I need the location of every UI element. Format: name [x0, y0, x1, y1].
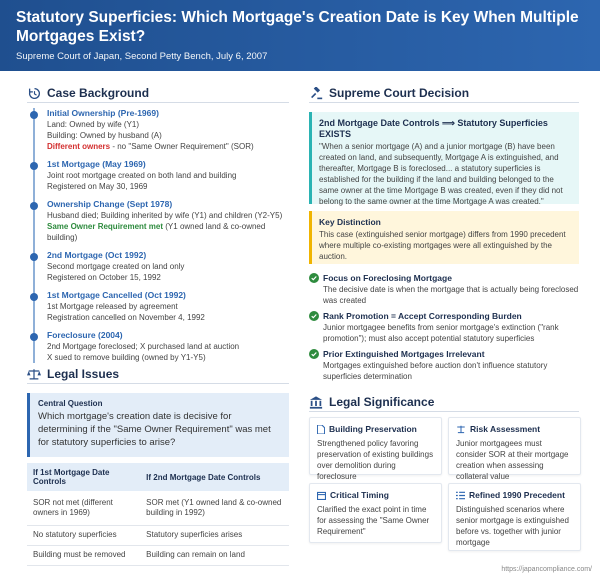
case-background-heading: Case Background [27, 86, 149, 100]
gavel-icon [309, 86, 323, 100]
check-circle-icon [309, 311, 319, 321]
list-item: Prior Extinguished Mortgages Irrelevant Mortgages extinguished before auction don't influence statutory superficies determination [309, 349, 579, 382]
significance-card: Refined 1990 Precedent Distinguished scenarios where senior mortgage is extinguished before vs. together with junior mortgage [448, 483, 581, 551]
calendar-icon [317, 491, 326, 500]
document-icon [317, 425, 325, 434]
divider [27, 102, 289, 103]
check-circle-icon [309, 273, 319, 283]
history-icon [27, 86, 41, 100]
list-item: Rank Promotion = Accept Corresponding Burden Junior mortgagee benefits from senior mortgage's extinction ("rank promotion"); must also accept potential statutory superficies [309, 311, 579, 344]
scale-icon [27, 367, 41, 381]
timeline-item: Ownership Change (Sept 1978) Husband died; Building inherited by wife (Y1) and children (Y2-Y5) Same Owner Requirement met (Y1 owned land & co-owned building) [35, 199, 288, 243]
table-header-row [27, 463, 289, 491]
page-header [0, 0, 600, 71]
institution-icon [309, 395, 323, 409]
decision-heading: Supreme Court Decision [309, 86, 469, 100]
table-row: SOR not met (different owners in 1969) SOR met (Y1 owned land & co-owned building in 1992) [27, 491, 289, 525]
divider [27, 383, 289, 384]
decision-points [309, 273, 579, 387]
column-header: If 1st Mortgage Date Controls [27, 463, 140, 491]
footer-url[interactable]: https://japancompliance.com/ [501, 566, 592, 573]
check-circle-icon [309, 349, 319, 359]
page-title: Statutory Superficies: Which Mortgage's Creation Date is Key When Multiple Mortgages Exist? [16, 9, 579, 45]
significance-card: Building Preservation Strengthened policy favoring preservation of existing buildings over demolition during foreclosure [309, 417, 442, 475]
divider [309, 411, 579, 412]
scale-icon [456, 425, 466, 434]
central-question-box: Central Question Which mortgage's creation date is decisive for determining if the "Same Owner Requirement" was met for statutory superficies to arise? [27, 393, 289, 457]
timeline-item: Foreclosure (2004) 2nd Mortgage foreclosed; X purchased land at auction X sued to remove building (owned by Y1-Y5) [35, 330, 288, 363]
list-icon [456, 491, 465, 500]
column-header: If 2nd Mortgage Date Controls [140, 463, 289, 491]
timeline-item: Initial Ownership (Pre-1969) Land: Owned by wife (Y1) Building: Owned by husband (A) Different owners - no "Same Owner Requirement" (SOR) [35, 108, 288, 152]
table-row: Building must be removed Building can remain on land [27, 545, 289, 565]
legal-issues-heading: Legal Issues [27, 367, 119, 381]
divider [309, 102, 579, 103]
page-subtitle: Supreme Court of Japan, Second Petty Bench, July 6, 2007 [16, 51, 268, 62]
case-timeline [33, 108, 288, 363]
table-row: No statutory superficies Statutory superficies arises [27, 525, 289, 545]
significance-heading: Legal Significance [309, 395, 434, 409]
comparison-table [27, 463, 289, 566]
timeline-item: 1st Mortgage (May 1969) Joint root mortgage created on both land and building Registered on May 30, 1969 [35, 159, 288, 192]
list-item: Focus on Foreclosing Mortgage The decisive date is when the mortgage that is actually being foreclosed was created [309, 273, 579, 306]
timeline-item: 1st Mortgage Cancelled (Oct 1992) 1st Mortgage released by agreement Registration cancelled on November 4, 1992 [35, 290, 288, 323]
key-distinction-box: Key Distinction This case (extinguished senior mortgage) differs from 1990 precedent where multiple co-existing mortgages were all extinguished by the auction. [309, 211, 579, 264]
timeline-item: 2nd Mortgage (Oct 1992) Second mortgage created on land only Registered on October 15, 1992 [35, 250, 288, 283]
significance-card: Critical Timing Clarified the exact point in time for assessing the "Same Owner Requirement" [309, 483, 442, 543]
holding-box: 2nd Mortgage Date Controls ⟹ Statutory Superficies EXISTS "When a senior mortgage (A) and a junior mortgage (B) have been created on land, and subsequently, Mortgage A is extinguished, and thereafter, Mortgage B is foreclosed... a statutory superficies is established for the building if the land and building belonged to the same owner at the time Mortgage B was created, even if they did not belong to the same owner at the time Mortgage A was created." [309, 112, 579, 204]
significance-card: Risk Assessment Junior mortgagees must consider SOR at their mortgage creation when assessing collateral value [448, 417, 581, 475]
